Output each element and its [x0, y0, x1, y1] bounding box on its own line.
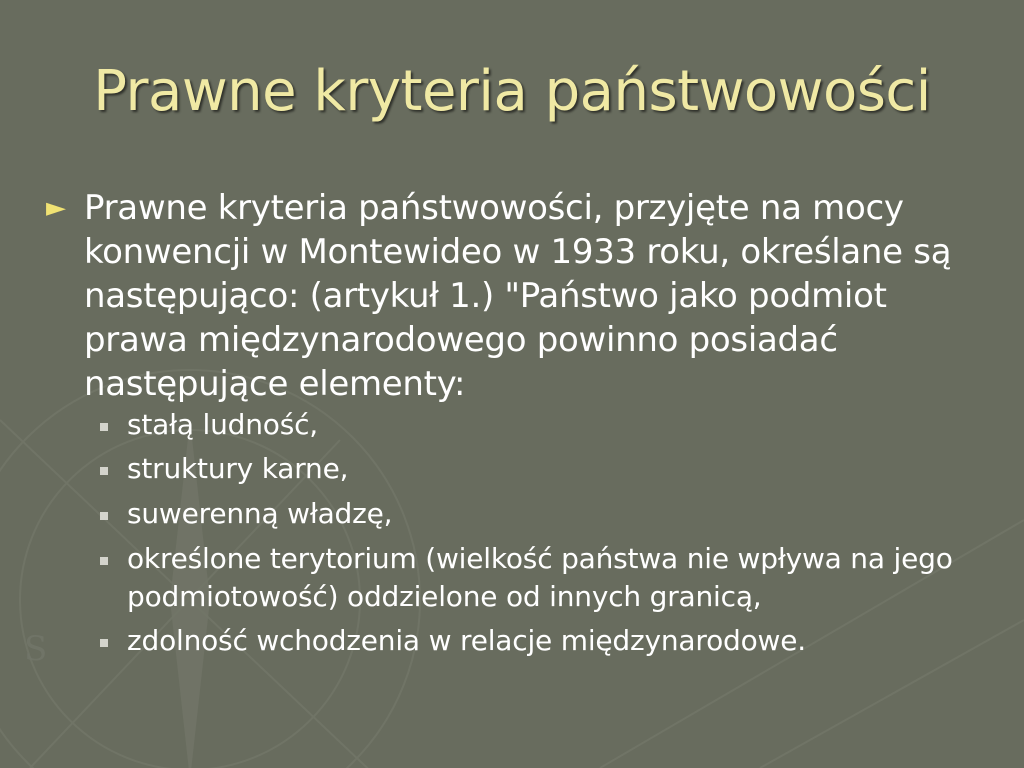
list-item: stałą ludność, [127, 408, 318, 441]
main-paragraph: Prawne kryteria państwowości, przyjęte na mocy konwencji w Montewideo w 1933 roku, określane są następująco: (artykuł 1.) "Państwo jako podmiot prawa międzynarodowego powinno posiadać następujące elementy: [84, 188, 952, 404]
list-item: suwerenną władzę, [127, 497, 393, 530]
square-bullet-icon [100, 639, 108, 647]
list-item: struktury karne, [127, 452, 349, 485]
list-item: określone terytorium (wielkość państwa nie wpływa na jego podmiotowość) oddzielone od innych granicą, [127, 542, 953, 613]
square-bullet-icon [100, 423, 108, 431]
svg-text:S: S [24, 629, 48, 669]
square-bullet-icon [100, 557, 108, 565]
square-bullet-icon [100, 467, 108, 475]
square-bullet-icon [100, 512, 108, 520]
slide-title: Prawne kryteria państwowości [93, 59, 931, 124]
arrow-bullet-icon: ► [46, 193, 66, 223]
list-item: zdolność wchodzenia w relacje międzynarodowe. [127, 624, 806, 657]
